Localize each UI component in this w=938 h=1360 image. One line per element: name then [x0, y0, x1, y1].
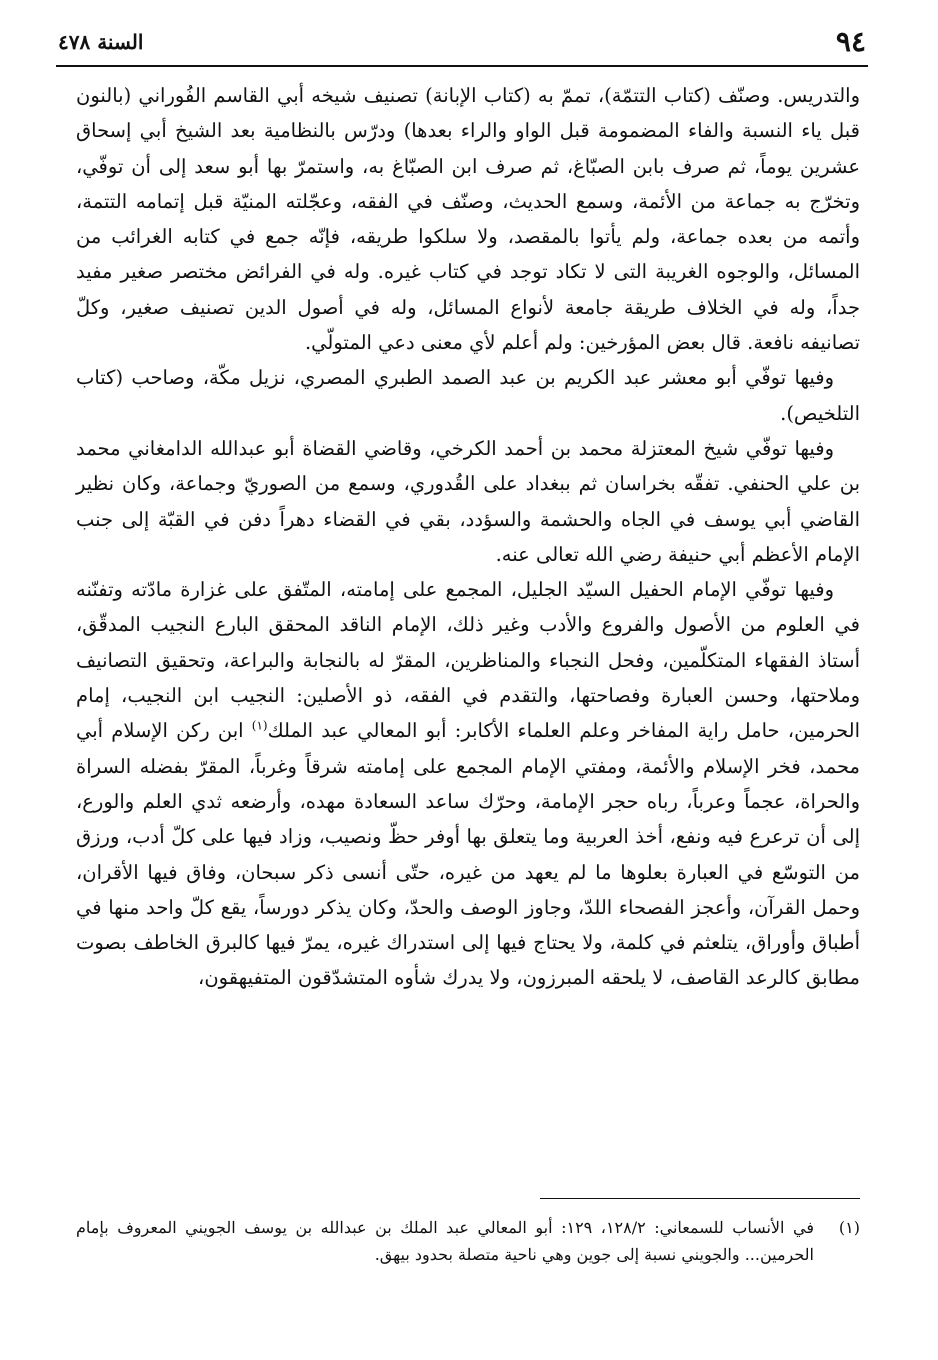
paragraph-mutawalli: والتدريس. وصنّف (كتاب التتمّة)، تممّ به (كتاب الإبانة) تصنيف شيخه أبي القاسم الفُوراني (بالنون قبل ياء النسبة والفاء المضمومة قبل الواو والراء بعدها) ودرّس بالنظامية بعد الشيخ أبي إسحاق عشرين يوماً، ثم صرف بابن الصبّاغ، ثم صرف ابن الصبّاغ به، واستمرّ بها أبو سعد إلى أن توفّي، وتخرّج به جماعة من الأئمة، وسمع الحديث، وصنّف في الفقه، وعجّلته المنيّة قبل إتمامه التتمة، وأتمه من بعده جماعة، ولم يأتوا بالمقصد، ولا سلكوا طريقه، فإنّه جمع في كتابه الغرائب من المسائل، والوجوه الغريبة التى لا تكاد توجد في كتاب غيره. وله في الفرائض مختصر صغير مفيد جداً، وله في الخلاف طريقة جامعة لأنواع المسائل، وله في أصول الدين تصنيف صغير، وكلّ تصانيفه نافعة. قال بعض المؤرخين: ولم أعلم لأي معنى دعي المتولّي.	[76, 84, 860, 355]
footnotes	[76, 1214, 860, 1268]
running-head-year: السنة ٤٧٨	[58, 30, 144, 54]
footnote-reference: (١)	[251, 718, 268, 733]
paragraph-imam-haramayn	[76, 572, 860, 996]
page-number: ٩٤	[835, 25, 866, 58]
paragraph-text-after-note: ابن ركن الإسلام أبي محمد، فخر الإسلام والأئمة، ومفتي الإمام المجمع على إمامته شرقاً وغرباً، المقرّ بفضله السراة والحراة، عجماً وعرباً، رباه حجر الإمامة، وحرّك ساعد السعادة مهده، وأرضعه ثدي العلم والورع، إلى أن ترعرع فيه ونفع، أخذ العربية وما يتعلق بها أوفر حظّ ونصيب، وزاد فيها على كلّ أدب، ورزق من التوسّع في العبارة بعلوها ما لم يعهد من غيره، حتّى أنسى ذكر سبحان، وفاق فيها الأقران، وحمل القرآن، وأعجز الفصحاء اللدّ، وجاوز الوصف والحدّ، وكان يذكر دورساً، يقع كلّ واحد منها في أطباق وأوراق، يتلعثم في كلمة، ولا يحتاج فيها إلى استدراك غيره، يمرّ فيها كالبرق الخاطف بصوت مطابق كالرعد القاصف، لا يلحقه المبرزون، ولا يدرك شأوه المتشدّقون المتفيهقون،	[76, 719, 860, 990]
main-text	[76, 78, 860, 996]
footnote-separator	[540, 1198, 860, 1199]
paragraph-abu-mashar: وفيها توفّي أبو معشر عبد الكريم بن عبد الصمد الطبري المصري، نزيل مكّة، وصاحب (كتاب التلخيص).	[76, 366, 860, 425]
footnote-item	[76, 1214, 860, 1268]
paragraph-karkhi-damghani: وفيها توفّي شيخ المعتزلة محمد بن أحمد الكرخي، وقاضي القضاة أبو عبدالله الدامغاني محمد بن علي الحنفي. تفقّه بخراسان ثم ببغداد على القُدوري، وسمع من الصوريّ وجماعة، وكان نظير القاضي أبي يوسف في الجاه والحشمة والسؤدد، بقي في القضاء دهراً دفن في القبّة إلى جنب الإمام الأعظم أبي حنيفة رضي الله تعالى عنه.	[76, 436, 860, 566]
paragraph-text-before-note: وفيها توفّي الإمام الحفيل السيّد الجليل، المجمع على إمامته، المتّفق على غزارة مادّته وتفنّنه في العلوم من الأصول والفروع والأدب وغير ذلك، الإمام الناقد المحقق البارع النجيب المدقّق، أستاذ الفقهاء المتكلّمين، وفحل النجباء والمناظرين، المقرّ له بالنجابة والبراعة، وتحقيق التصانيف وملاحتها، وحسن العبارة وفصاحتها، والتقدم في الفقه، ذو الأصلين: النجيب ابن النجيب، إمام الحرمين، حامل راية المفاخر وعلم العلماء الأكابر: أبو المعالي عبد الملك	[76, 578, 860, 743]
footnote-text: في الأنساب للسمعاني: ١٢٨/٢، ١٢٩: أبو المعالي عبد الملك بن عبدالله بن يوسف الجويني المعروف بإمام الحرمين... والجويني نسبة إلى جوين وهي ناحية متصلة بحدود بيهق.	[76, 1218, 815, 1264]
footnote-number: (١)	[838, 1218, 860, 1237]
page-header	[58, 22, 866, 62]
header-rule	[56, 65, 868, 67]
